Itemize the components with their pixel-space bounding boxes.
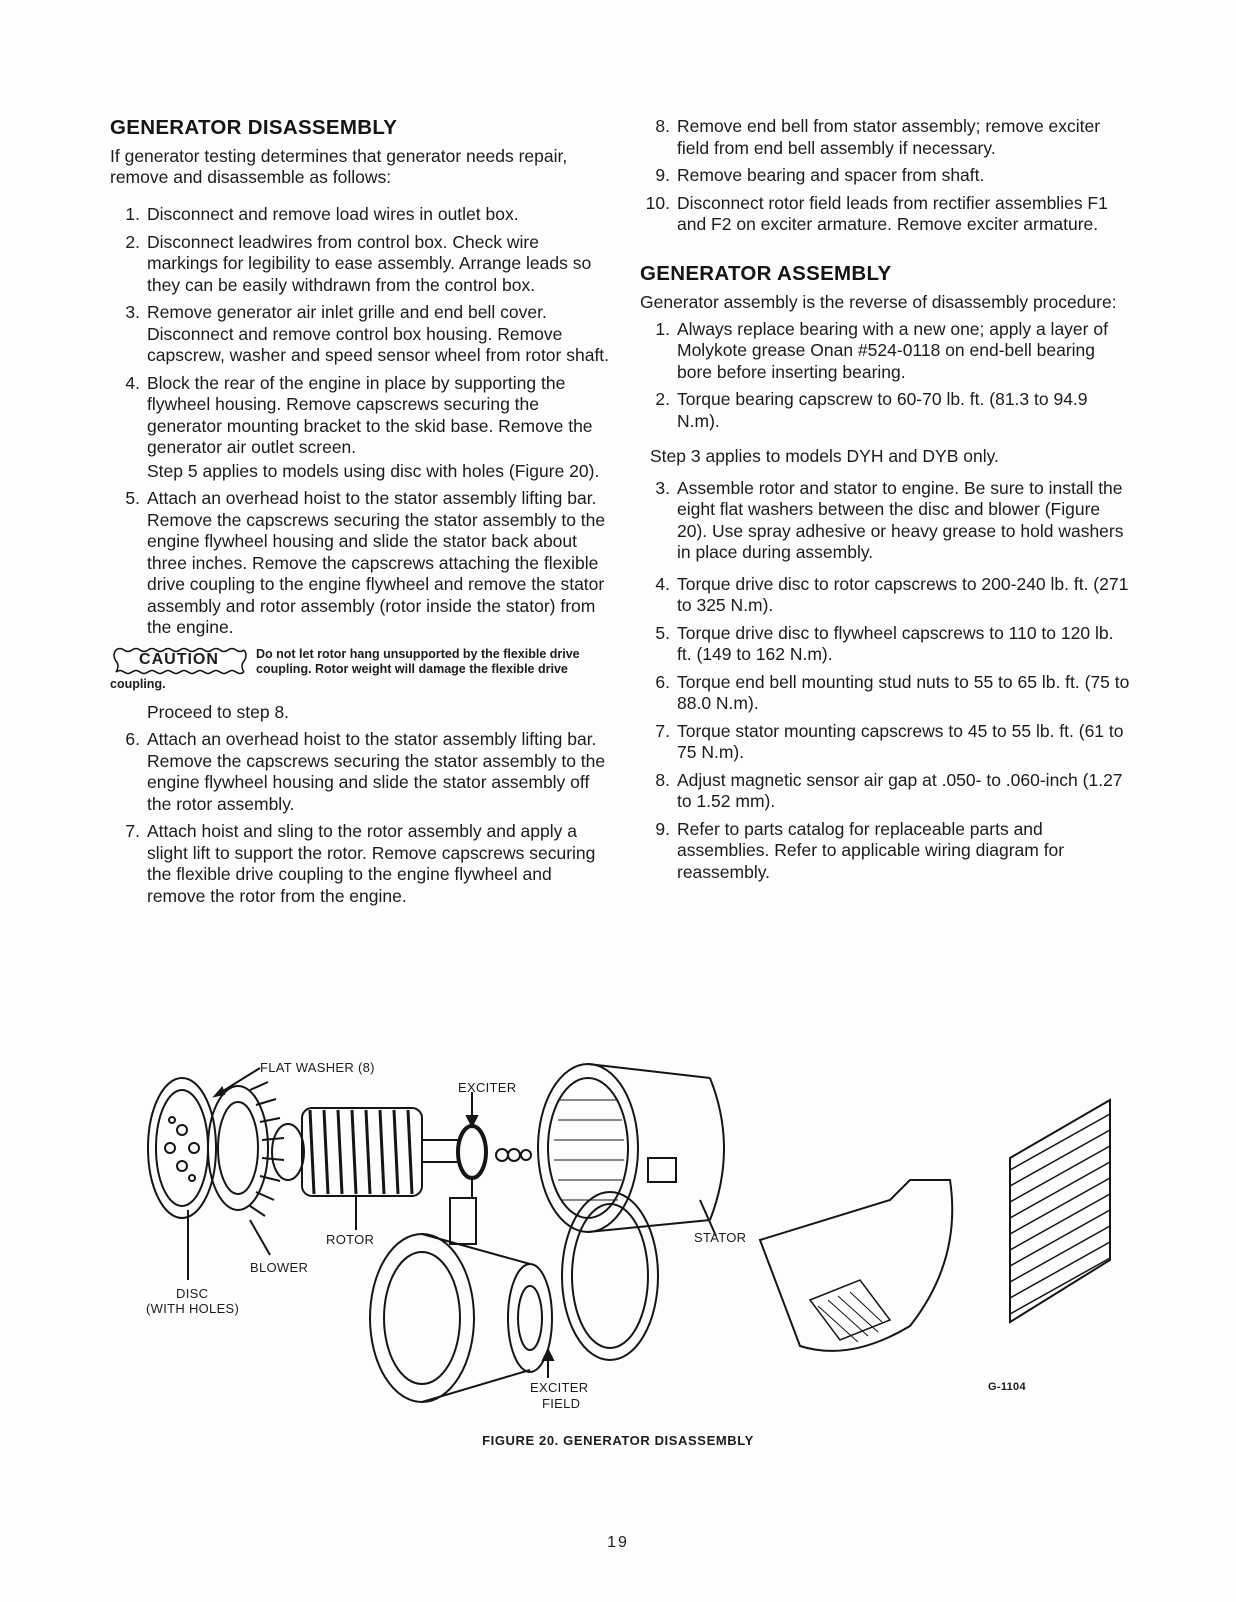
blower-drawing: [208, 1082, 284, 1255]
disassembly-intro: If generator testing determines that generator needs repair, remove and disassemble as follows:: [110, 146, 568, 187]
list-item: 4. Block the rear of the engine in place by supporting the flywheel housing. Remove capscrews securing the generator mounting bracket to the skid base. Remove the generator air outlet screen.: [125, 372, 593, 457]
caution-badge: [110, 647, 248, 675]
stator-drawing: [538, 1064, 724, 1236]
inlet-grille-drawing: [1010, 1100, 1110, 1322]
disassembly-steps-b: [110, 488, 610, 639]
list-item: 3. Assemble rotor and stator to engine. Be sure to install the eight flat washers between the disc and blower (Figure 20). Use spray adhesive or heavy grease to hold washers in place during assembly.: [655, 477, 1124, 562]
disassembly-steps-c: [110, 729, 610, 907]
assembly-title: GENERATOR ASSEMBLY: [640, 261, 892, 285]
end-bell-drawing: [370, 1192, 658, 1402]
label-exciter-field: EXCITER: [530, 1380, 589, 1395]
page-number: 19: [607, 1534, 629, 1551]
list-item: 2. Torque bearing capscrew to 60-70 lb. ft. (81.3 to 94.9 N.m).: [655, 389, 1088, 431]
list-item: 8. Remove end bell from stator assembly; remove exciter field from end bell assembly if necessary.: [655, 116, 1101, 158]
list-item: 6. Attach an overhead hoist to the stator assembly lifting bar. Remove the capscrews securing the stator assembly to the engine flywheel housing and slide the stator assembly off the rotor assembly.: [125, 729, 606, 814]
disassembly-steps-d: [640, 116, 1132, 236]
disassembly-title: GENERATOR DISASSEMBLY: [110, 116, 398, 139]
list-item: 7. Attach hoist and sling to the rotor assembly and apply a slight lift to support the rotor. Remove capscrews securing the flexible drive coupling to the engine flywheel and remove the rotor from the engine.: [125, 821, 596, 906]
label-blower: BLOWER: [250, 1260, 309, 1275]
label-exciter-field-sub: FIELD: [542, 1396, 581, 1411]
figure-caption: FIGURE 20. GENERATOR DISASSEMBLY: [482, 1433, 754, 1448]
list-item: 9. Refer to parts catalog for replaceable parts and assemblies. Refer to applicable wiring diagram for reassembly.: [655, 818, 1065, 882]
disc-drawing: [148, 1078, 216, 1280]
assembly-intro: Generator assembly is the reverse of disassembly procedure:: [640, 291, 1117, 312]
list-item: 4. Torque drive disc to rotor capscrews to 200-240 lb. ft. (271 to 325 N.m).: [655, 573, 1129, 615]
assembly-steps-a: [640, 319, 1132, 433]
caution-label: CAUTION: [139, 650, 219, 668]
proceed-note: Proceed to step 8.: [147, 701, 290, 722]
disassembly-steps-a: [110, 204, 610, 459]
caution-text: Do not let rotor hang unsupported by the flexible drive coupling. Rotor weight will damage the flexible drive coupling.: [110, 646, 580, 691]
label-disc: DISC: [176, 1286, 209, 1301]
label-rotor: ROTOR: [326, 1232, 375, 1247]
assembly-steps-b: [640, 478, 1132, 884]
step3-note: Step 3 applies to models DYH and DYB only.: [650, 446, 999, 466]
list-item: 2. Disconnect leadwires from control box. Check wire markings for legibility to ease assembly. Arrange leads so they can be easily withdrawn from the control box.: [125, 231, 592, 295]
list-item: 10. Disconnect rotor field leads from rectifier assemblies F1 and F2 on exciter armature. Remove exciter armature.: [645, 192, 1108, 234]
outlet-cover-drawing: [760, 1180, 952, 1351]
step5-note: Step 5 applies to models using disc with holes (Figure 20).: [147, 460, 600, 481]
left-column: [110, 116, 610, 913]
list-item: 1. Disconnect and remove load wires in outlet box.: [125, 204, 519, 224]
label-disc-sub: (WITH HOLES): [146, 1301, 240, 1316]
figure-generator-disassembly: [110, 1060, 1140, 1460]
list-item: 5. Attach an overhead hoist to the stator assembly lifting bar. Remove the capscrews securing the stator assembly to the engine flywheel housing and slide the stator back about three inches. Remove the capscrews attaching the flexible drive coupling to the engine flywheel and remove the stator assembly and rotor assembly (rotor inside the stator) from the engine.: [125, 488, 606, 637]
list-item: 9. Remove bearing and spacer from shaft.: [655, 165, 985, 185]
list-item: 1. Always replace bearing with a new one; apply a layer of Molykote grease Onan #524-0118 on end-bell bearing bore before inserting bearing.: [655, 318, 1108, 382]
label-stator: STATOR: [694, 1230, 747, 1245]
list-item: 5. Torque drive disc to flywheel capscrews to 110 to 120 lb. ft. (149 to 162 N.m).: [655, 622, 1114, 664]
list-item: 7. Torque stator mounting capscrews to 45 to 55 lb. ft. (61 to 75 N.m).: [655, 720, 1124, 762]
list-item: 8. Adjust magnetic sensor air gap at .050- to .060-inch (1.27 to 1.52 mm).: [655, 769, 1123, 811]
label-flat-washer: FLAT WASHER (8): [260, 1060, 375, 1075]
rotor-drawing: [272, 1108, 458, 1230]
caution-box: [110, 647, 610, 692]
exciter-armature-drawing: [450, 1092, 531, 1244]
label-drawing-id: G-1104: [988, 1381, 1026, 1393]
generator-exploded-drawing: [110, 1060, 1140, 1430]
list-item: 3. Remove generator air inlet grille and end bell cover. Disconnect and remove control box housing. Remove capscrew, washer and speed sensor wheel from rotor shaft.: [125, 302, 610, 365]
right-column: [640, 116, 1132, 889]
label-exciter: EXCITER: [458, 1080, 517, 1095]
list-item: 6. Torque end bell mounting stud nuts to 55 to 65 lb. ft. (75 to 88.0 N.m).: [655, 671, 1130, 713]
